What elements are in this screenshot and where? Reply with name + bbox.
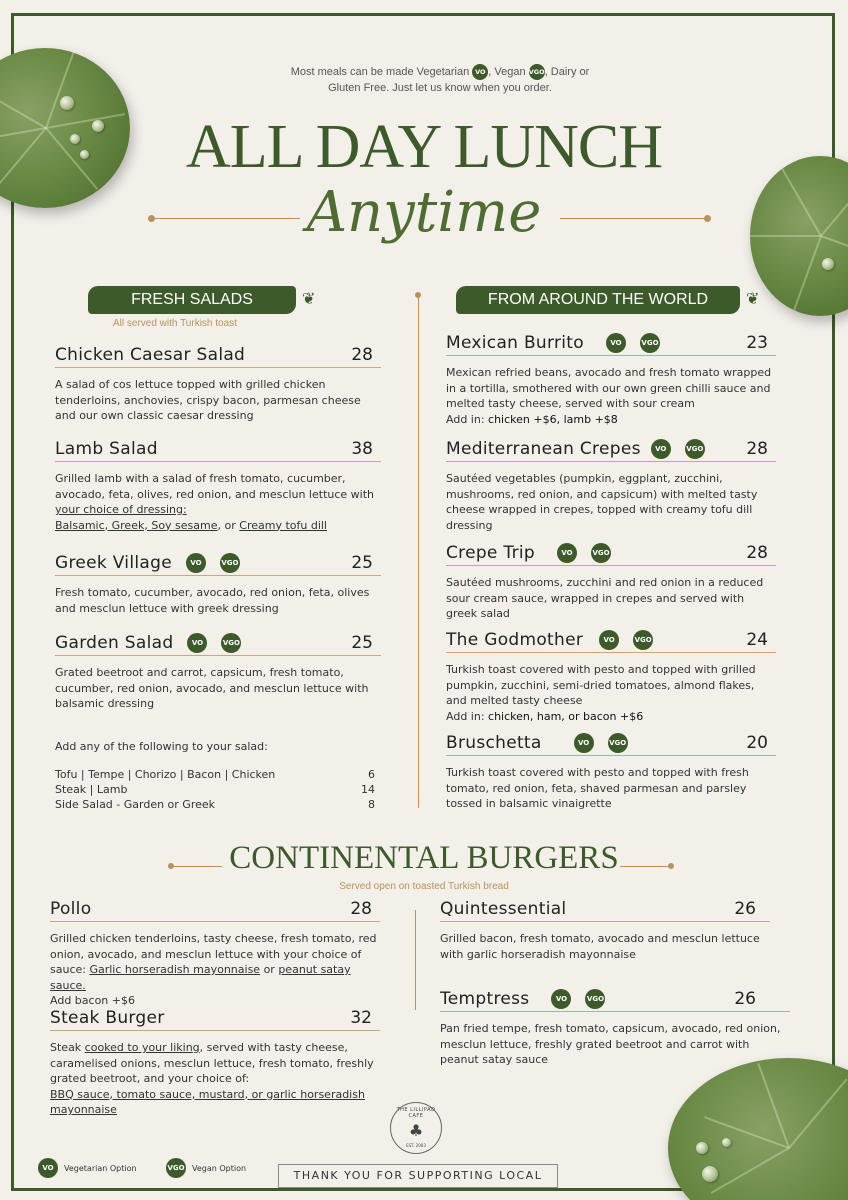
page-subtitle: Anytime	[306, 180, 542, 245]
item-price: 32	[350, 1007, 372, 1028]
item-name: The Godmother	[446, 629, 584, 650]
item-name: Quintessential	[440, 898, 567, 919]
title-rule-right-dot	[704, 215, 711, 222]
sprig-icon: ❦	[302, 289, 316, 308]
item-description	[50, 931, 380, 1009]
menu-item-garden-salad	[55, 630, 381, 712]
cooking-option: cooked to your liking	[84, 1041, 200, 1054]
item-name: Bruschetta	[446, 732, 542, 753]
item-price: 28	[746, 438, 768, 459]
menu-item-temptress	[440, 986, 790, 1068]
item-description: Turkish toast covered with pesto and topped with grilled pumpkin, zucchini, semi-dried tomatoes, almond flakes, and melted tasty cheese	[446, 663, 756, 707]
logo-text: THE LILLIPAD CAFE	[396, 1107, 436, 1119]
menu-item-crepe-trip	[446, 540, 776, 622]
column-divider-bottom	[415, 910, 416, 1010]
logo-est: EST. 2003	[406, 1143, 426, 1148]
item-price: 26	[734, 988, 756, 1009]
menu-item-quintessential	[440, 896, 770, 962]
intro-note	[230, 64, 650, 96]
vegan-option-icon: VGO	[221, 633, 241, 653]
around-the-world-heading: FROM AROUND THE WORLD	[456, 286, 740, 314]
item-description: Pan fried tempe, fresh tomato, capsicum, avocado, red onion, mesclun lettuce, freshly grated beetroot and carrot with peanut satay sauce	[440, 1022, 781, 1066]
intro-line1-c: , Dairy or	[544, 66, 590, 78]
item-description: Sautéed vegetables (pumpkin, eggplant, zucchini, mushrooms, red onion, and capsicum) with melted tasty cheese wrapped in crepes, topped with creamy tofu dill dressing	[446, 472, 758, 532]
item-name: Greek Village	[55, 552, 172, 573]
item-description-text: Steak	[50, 1041, 85, 1054]
continental-burgers-heading: CONTINENTAL BURGERS	[229, 840, 619, 876]
dressing-options: Balsamic, Greek, Soy sesame	[55, 518, 218, 532]
item-name: Chicken Caesar Salad	[55, 344, 246, 365]
item-description: Grated beetroot and carrot, capsicum, fresh tomato, cucumber, red onion, avocado, and mesclun lettuce with balsamic dressing	[55, 666, 369, 710]
extras-row	[55, 767, 375, 782]
legend-vegetarian	[38, 1158, 137, 1178]
vegan-option-icon: VGO	[585, 989, 605, 1009]
item-add-in	[446, 412, 776, 428]
vegetarian-option-icon: VO	[557, 543, 577, 563]
dressing-option-last: Creamy tofu dill	[239, 518, 327, 532]
item-name: Crepe Trip	[446, 542, 535, 563]
vegetarian-option-icon: VO	[187, 633, 207, 653]
dressing-or: , or	[217, 518, 240, 532]
vegan-option-icon: VGO	[220, 553, 240, 573]
intro-line1-b: , Vegan	[488, 66, 526, 78]
add-in-options: chicken, ham, or bacon +$6	[488, 709, 644, 723]
extras-row	[55, 782, 375, 797]
item-price: 38	[351, 438, 373, 459]
item-name: Mexican Burrito	[446, 332, 584, 353]
vegan-option-icon: VGO	[591, 543, 611, 563]
item-price: 26	[734, 898, 756, 919]
item-add-on: Add bacon +$6	[50, 994, 135, 1007]
extras-label: Side Salad - Garden or Greek	[55, 798, 216, 811]
item-description: Mexican refried beans, avocado and fresh tomato wrapped in a tortilla, smothered with our own green chilli sauce and melted tasty cheese, served with sour cream	[446, 366, 772, 410]
vegetarian-option-icon: VO	[38, 1158, 58, 1178]
extras-price: 14	[361, 783, 375, 796]
add-in-options: chicken +$6, lamb +$8	[488, 412, 618, 426]
column-divider-top-dot	[415, 292, 421, 298]
vegan-option-icon: VGO	[166, 1158, 186, 1178]
extras-label: Tofu | Tempe | Chorizo | Bacon | Chicken	[55, 768, 276, 781]
extras-price: 8	[368, 798, 375, 811]
intro-line2: Gluten Free. Just let us know when you order.	[328, 82, 552, 95]
item-name: Mediterranean Crepes	[446, 438, 641, 459]
column-divider-top	[418, 296, 419, 808]
legend-vegetarian-label: Vegetarian Option	[64, 1163, 137, 1173]
title-rule-left	[154, 218, 300, 219]
add-in-label: Add in:	[446, 709, 489, 723]
item-price: 24	[746, 629, 768, 650]
menu-item-mediterranean-crepes	[446, 436, 776, 533]
menu-item-the-godmother	[446, 627, 776, 724]
menu-item-chicken-caesar-salad	[55, 342, 381, 424]
item-description: Turkish toast covered with pesto and topped with fresh tomato, red onion, feta, shaved parmesan and parsley tossed in balsamic vinaigrette	[446, 766, 749, 810]
sauce-option: Garlic horseradish mayonnaise	[89, 963, 261, 976]
item-price: 28	[351, 344, 373, 365]
item-description: Grilled bacon, fresh tomato, avocado and mesclun lettuce with garlic horseradish mayonnaise	[440, 932, 760, 961]
item-price: 20	[746, 732, 768, 753]
menu-item-lamb-salad	[55, 436, 381, 533]
vegan-option-icon: VGO	[633, 630, 653, 650]
cafe-logo	[390, 1102, 442, 1154]
burgers-rule-right	[620, 866, 670, 867]
item-name: Temptress	[440, 988, 530, 1009]
item-description-text: , served with tasty cheese, caramelised onions, mesclun lettuce, fresh tomato, freshly grated beetroot, and your choice of:	[50, 1041, 374, 1085]
extras-header: Add any of the following to your salad:	[55, 740, 268, 753]
extras-row	[55, 797, 375, 812]
vegan-option-icon: VGO	[608, 733, 628, 753]
vegetarian-option-icon: VO	[551, 989, 571, 1009]
extras-price: 6	[368, 768, 375, 781]
item-description: Sautéed mushrooms, zucchini and red onion in a reduced sour cream sauce, wrapped in crepes and served with greek salad	[446, 576, 764, 620]
menu-item-bruschetta	[446, 730, 776, 812]
salads-note: All served with Turkish toast	[113, 318, 237, 329]
item-price: 23	[746, 332, 768, 353]
item-description	[55, 471, 381, 533]
item-description	[50, 1040, 380, 1118]
sauce-or: or	[260, 963, 279, 976]
page-title: ALL DAY LUNCH	[185, 113, 663, 181]
menu-item-steak-burger	[50, 1005, 380, 1118]
vegetarian-option-icon: VO	[606, 333, 626, 353]
burgers-rule-right-dot	[668, 863, 674, 869]
item-description-text: Grilled lamb with a salad of fresh tomato, cucumber, avocado, feta, olives, red onion, and mesclun lettuce with	[55, 472, 375, 501]
vegetarian-option-icon: VO	[186, 553, 206, 573]
item-name: Pollo	[50, 898, 92, 919]
legend-vegan-label: Vegan Option	[192, 1163, 247, 1173]
dressing-choice-label: your choice of dressing:	[55, 503, 187, 516]
intro-line1-a: Most meals can be made Vegetarian	[290, 66, 470, 78]
vegetarian-option-icon: VO	[574, 733, 594, 753]
vegan-option-icon: VGO	[640, 333, 660, 353]
vegan-option-icon: VGO	[685, 439, 705, 459]
thank-you-banner: THANK YOU FOR SUPPORTING LOCAL	[278, 1164, 558, 1188]
item-name: Lamb Salad	[55, 438, 158, 459]
item-name: Garden Salad	[55, 632, 174, 653]
item-name: Steak Burger	[50, 1007, 165, 1028]
item-description: A salad of cos lettuce topped with grilled chicken tenderloins, anchovies, crispy bacon, parmesan cheese and our own classic caesar dressing	[55, 378, 361, 422]
item-price: 25	[351, 632, 373, 653]
burgers-note: Served open on toasted Turkish bread	[339, 881, 509, 892]
sauce-option: peanut satay sauce.	[50, 963, 351, 992]
add-in-label: Add in:	[446, 412, 489, 426]
extras-label: Steak | Lamb	[55, 783, 128, 796]
item-price: 28	[350, 898, 372, 919]
item-description: Fresh tomato, cucumber, avocado, red onion, feta, olives and mesclun lettuce with greek dressing	[55, 586, 370, 615]
item-price: 28	[746, 542, 768, 563]
salad-extras	[55, 740, 375, 812]
frog-icon: ♣	[408, 1121, 424, 1140]
sauce-options: BBQ sauce, tomato sauce, mustard, or garlic horseradish mayonnaise	[50, 1087, 365, 1116]
fresh-salads-heading: FRESH SALADS	[88, 286, 296, 314]
menu-item-greek-village	[55, 550, 381, 616]
legend-vegan	[166, 1158, 246, 1178]
sprig-icon: ❦	[746, 289, 760, 308]
menu-item-pollo	[50, 896, 380, 1009]
item-add-in	[446, 709, 776, 725]
vegetarian-option-icon: VO	[472, 64, 488, 80]
vegan-option-icon: VGO	[529, 64, 545, 80]
item-description-text: Grilled chicken tenderloins, tasty cheese, fresh tomato, red onion, avocado, and mesclun lettuce with your choice of sauce:	[50, 932, 377, 976]
vegetarian-option-icon: VO	[599, 630, 619, 650]
menu-item-mexican-burrito	[446, 330, 776, 427]
item-price: 25	[351, 552, 373, 573]
title-rule-right	[560, 218, 706, 219]
vegetarian-option-icon: VO	[651, 439, 671, 459]
